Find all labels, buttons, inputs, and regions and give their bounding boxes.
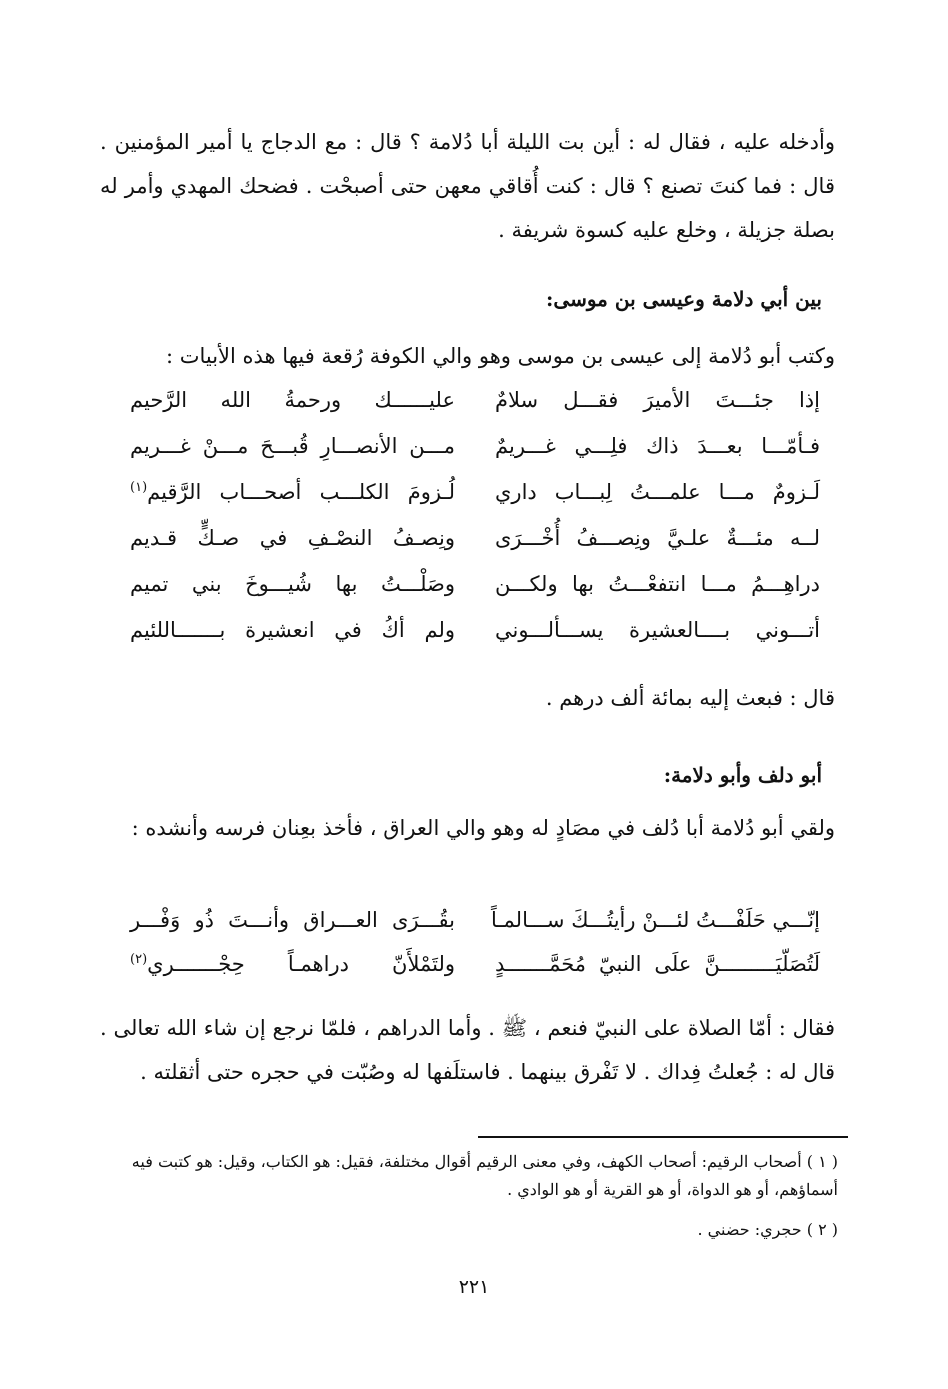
verse-line (130, 564, 820, 604)
verse-line (130, 380, 820, 420)
verse-second-hemistich: بقُـــرَى العـــراق وأنـــتَ ذُو وَفْـــر (130, 908, 455, 932)
footnote-reference-2: (٢) (130, 952, 148, 967)
footnote-reference-1: (١) (130, 480, 148, 495)
verse-second-hemistich (130, 944, 455, 984)
verse-line (130, 944, 820, 984)
section-heading-abu-dulaf: أبو دلف وأبو دلامة: (663, 763, 822, 787)
verse-first-hemistich: لَتُصَلّيَـــــــــنَّ علَى النبيّ مُحَمَّـــــــدٍ (495, 952, 820, 976)
verse-second-hemistich: وصَلْـــتُ بها شُيـــوخَ بني تميم (130, 572, 455, 596)
footnote-number: ( ١ ) (806, 1152, 838, 1171)
verse-line (130, 518, 820, 558)
verse-line (130, 900, 820, 940)
footnote-2 (120, 1216, 838, 1244)
verse-line (130, 472, 820, 512)
section2-closing: فقال : أمّا الصلاة على النبيّ فنعم ، ﷺ . وأما الدراهم ، فلمّا نرجع إن شاء الله تعالى . قال له : جُعلتُ فِداك . لا تَفْرق بينهما . فاستلَفها له وصُبّت في حجره حتى أثقلته . (100, 1016, 835, 1084)
section-heading-abu-dulama-isa: بين أبي دلامة وعيسى بن موسى: (546, 287, 822, 311)
verse-second-hemistich-text: ولتَمْلأَنّ دراهمـاً حِجْـــــــري (147, 952, 455, 976)
footnote-divider (478, 1136, 848, 1138)
page-number: ٢٢١ (458, 1276, 490, 1298)
verse-second-hemistich (130, 472, 455, 512)
section1-intro: وكتب أبو دُلامة إلى عيسى بن موسى وهو والي الكوفة رُقعة فيها هذه الأبيات : (165, 344, 835, 368)
footnote-number: ( ٢ ) (806, 1220, 838, 1239)
verse-first-hemistich: إنّـــي حَلَفْـــتُ لئـــنْ رأيتُـــكَ ســـالمـاً (490, 908, 820, 932)
verse-line (130, 610, 820, 650)
intro-paragraph: وأدخله عليه ، فقال له : أين بت الليلة أبا دُلامة ؟ قال : مع الدجاج يا أمير المؤمنين . قال : فما كنتَ تصنع ؟ قال : كنت أُقاقي معهن حتى أصبحْت . فضحك المهدي وأمر له بصلة جزيلة ، وخلع عليه كسوة شريفة . (100, 130, 835, 242)
verse-second-hemistich: مـــن الأنصـــارِ قُبـــحَ مـــنْ غـــريم (130, 434, 455, 458)
verse-first-hemistich: إذا جئـــتَ الأميرَ فقـــل سلامٌ (495, 388, 820, 412)
verse-second-hemistich: ونِصـفُ النصْـفِ في صـكٍّ قـديم (130, 526, 455, 550)
verse-first-hemistich: لَـزومٌ مـــا علمـــتُ لِبـــاب داري (495, 480, 820, 504)
verse-first-hemistich: فـأمّـــا بعـــدَ ذاك فلِـــي غـــريمٌ (495, 434, 820, 458)
section2-intro: ولقي أبو دُلامة أبا دُلف في مصَادٍ له وهو والي العراق ، فأخذ بعِنان فرسه وأنشده : (131, 816, 835, 840)
footnote-text: حجري: حضني . (697, 1220, 802, 1239)
footnote-1 (120, 1148, 838, 1204)
verse-first-hemistich: دراهِـــمُ مـــا انتفعْـــتُ بها ولكـــن (495, 572, 820, 596)
verse-second-hemistich-text: لُـزومَ الكلـــب أصحـــاب الرَّقيم (147, 480, 455, 504)
verse-second-hemistich: عليــــــك ورحمةُ الله الرَّحيم (130, 388, 455, 412)
verse-first-hemistich: أتـــوني بــــالعشيرة يســـألـــوني (495, 618, 820, 642)
verse-second-hemistich: ولم أكُ في انعشيرة بـــــــاللئيم (130, 618, 455, 642)
section1-closing: قال : فبعث إليه بمائة ألف درهم . (545, 686, 835, 710)
verse-line (130, 426, 820, 466)
footnote-text: أصحاب الرقيم: أصحاب الكهف، وفي معنى الرقيم أقوال مختلفة، فقيل: هو الكتاب، وقيل: هو كتبت فيه أسماؤهم، أو هو الدواة، أو هو القرية أو هو الوادي . (131, 1152, 838, 1199)
verse-first-hemistich: لــه مئـــةٌ علـيَّ ونِصـــفُ أُخْـــرَى (495, 526, 820, 550)
